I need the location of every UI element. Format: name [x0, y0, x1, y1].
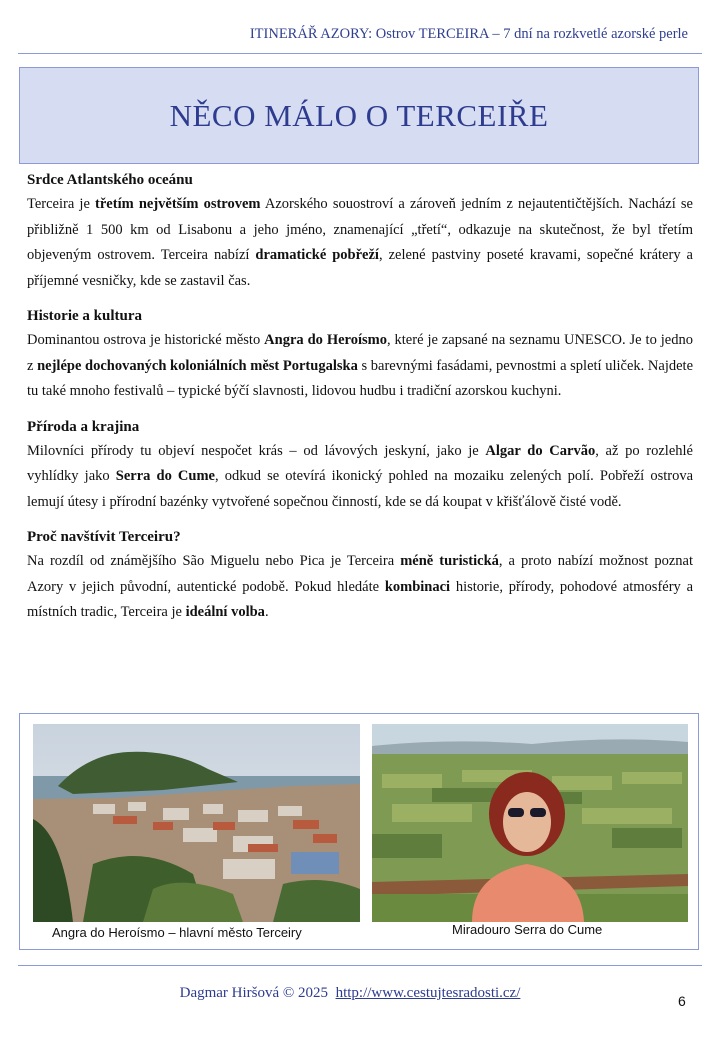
header-rule — [18, 53, 702, 54]
section-history-culture — [27, 306, 693, 405]
photo-box — [19, 713, 699, 950]
section-paragraph: Terceira je třetím největším ostrovem Azorského souostroví a zároveň jedním z nejautentičtějších. Nachází se přibližně 1 500 km od Lisabonu a jeho jméno, znamenající „třetí“, odkazuje na skutečnost, že byl třetím objeveným ostrovem. Terceira nabízí dramatické pobřeží, zelené pastviny poseté kravami, sopečné krátery a příjemné vesničky, kde se zastavil čas. — [27, 196, 693, 289]
photo-angra — [33, 724, 360, 922]
footer-link[interactable]: http://www.cestujtesradosti.cz/ — [335, 985, 521, 1001]
photo-serra-do-cume — [372, 724, 688, 922]
section-why-visit — [27, 527, 693, 626]
section-heading: Příroda a krajina — [27, 418, 140, 435]
section-heading: Srdce Atlantského oceánu — [27, 172, 193, 188]
page-number: 6 — [678, 993, 686, 1009]
running-header: ITINERÁŘ AZORY: Ostrov TERCEIRA – 7 dní na rozkvetlé azorské perle — [249, 26, 688, 42]
section-heart-of-atlantic — [27, 170, 693, 294]
section-heading: Historie a kultura — [27, 308, 142, 324]
photo-caption: Angra do Heroísmo – hlavní město Terceiry — [52, 925, 302, 940]
section-paragraph: Na rozdíl od známějšího São Miguelu nebo Pica je Terceira méně turistická, a proto nabízí možnost poznat Azory v jejich původní, autentické podobě. Pokud hledáte kombinaci historie, přírody, pohodové atmosféry a místních tradic, Terceira je ideální volba. — [27, 553, 693, 620]
footer-author: Dagmar Hiršová © 2025 — [179, 985, 329, 1001]
section-paragraph: Dominantou ostrova je historické město Angra do Heroísmo, které je zapsané na seznamu UNESCO. Je to jedno z nejlépe dochovaných koloniálních měst Portugalska s barevnými fasádami, pevnostmi a spletí uliček. Najdete tu také mnoho festivalů – typické býčí slavnosti, lidovou hudbu i tradiční azorskou kuchyni. — [27, 332, 694, 399]
footer-rule — [18, 965, 702, 966]
section-paragraph: Milovníci přírody tu objeví nespočet krás – od lávových jeskyní, jako je Algar do Carvão, až po rozlehlé vyhlídky jako Serra do Cume, odkud se otevírá ikonický pohled na mozaiku zelených polí. Pobřeží ostrova lemují útesy i přírodní bazénky vytvořené sopečnou činností, kde se dá koupat v křišťálově čisté vodě. — [27, 442, 693, 510]
section-nature-landscape — [27, 417, 693, 516]
section-heading: Proč navštívit Terceiru? — [27, 529, 181, 545]
title-box — [19, 67, 699, 164]
footer — [0, 985, 700, 1002]
article-body — [27, 170, 693, 626]
page-title: NĚCO MÁLO O TERCEIŘE — [169, 97, 549, 133]
photo-caption: Miradouro Serra do Cume — [452, 922, 603, 937]
